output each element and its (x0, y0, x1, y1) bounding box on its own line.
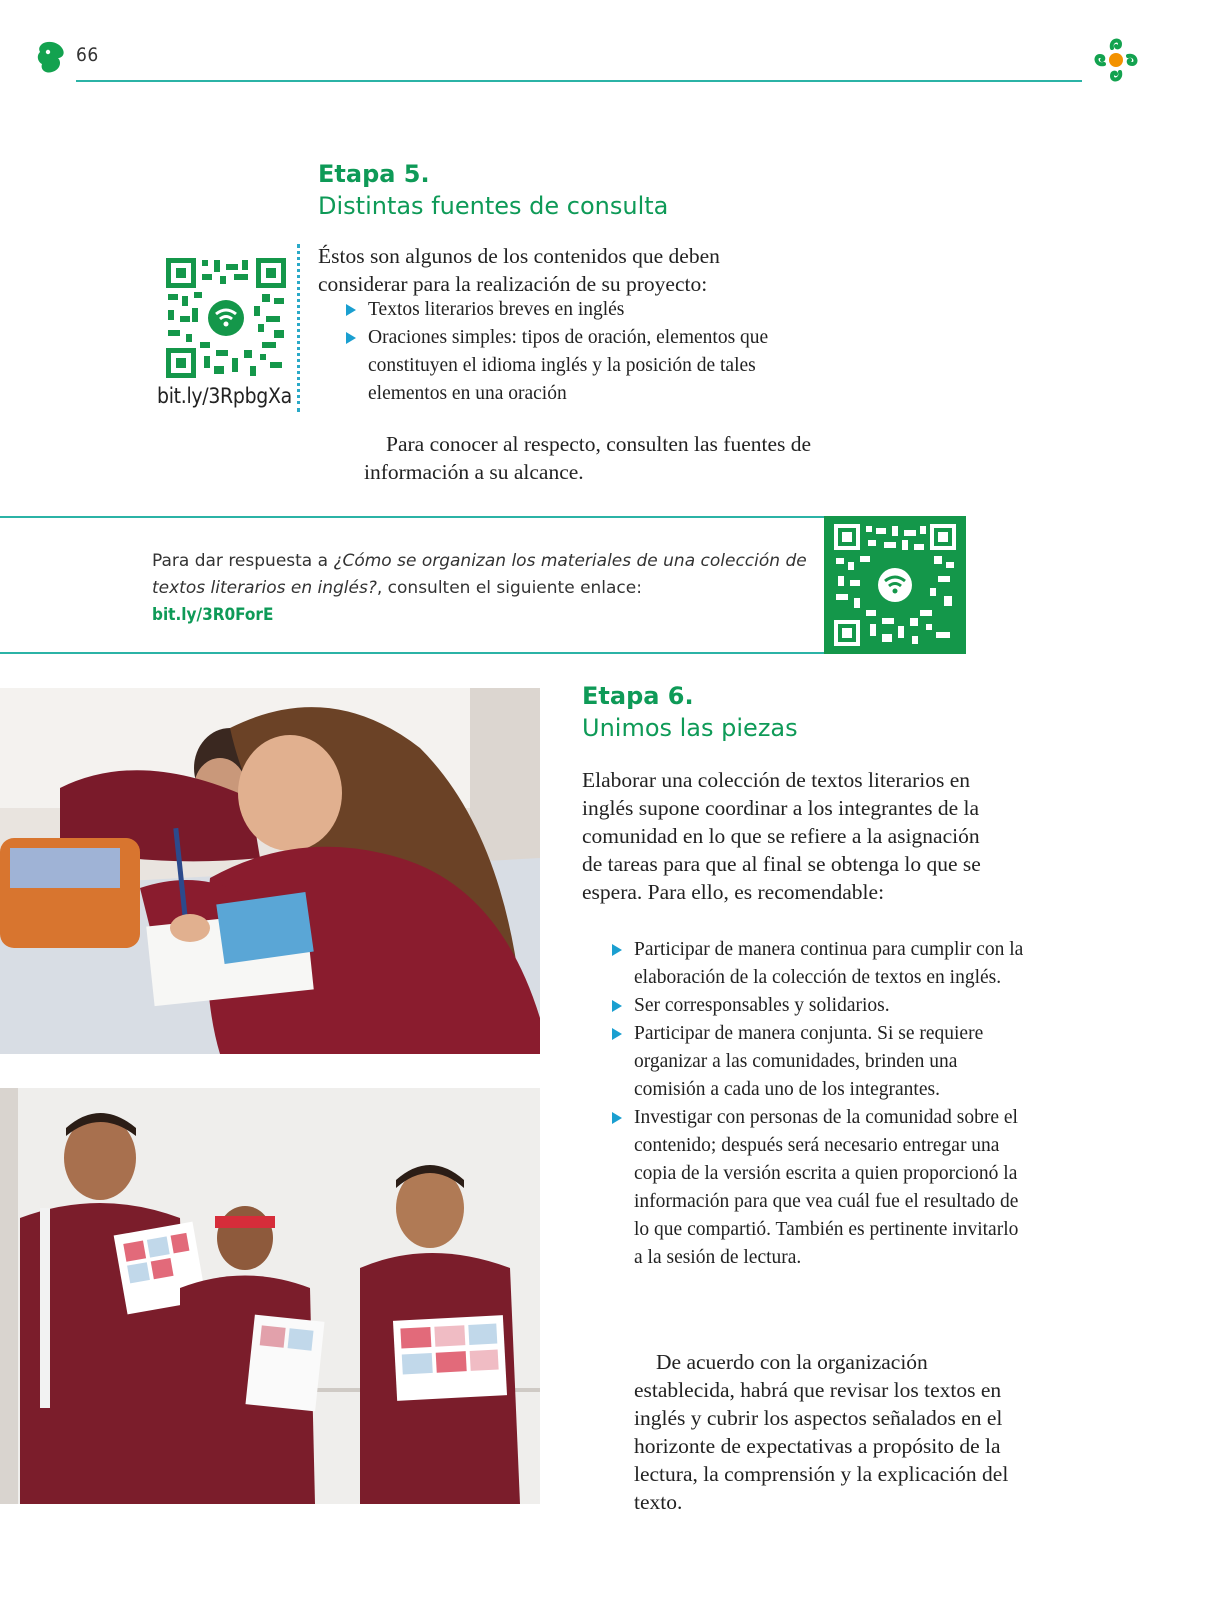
bullet-text: Participar de manera continua para cumplir con la elaboración de la colección de textos en inglés. (634, 939, 1024, 988)
list-item (610, 1020, 1030, 1104)
bullet-text: Ser corresponsables y solidarios. (634, 995, 890, 1016)
bullet-text: Oraciones simples: tipos de oración, elementos que constituyen el idioma inglés y la posición de tales elementos en una oración (368, 327, 769, 404)
resource-text-after: , consulten el siguiente enlace: (376, 578, 642, 598)
bullet-arrow-icon (612, 1028, 622, 1040)
qr-link-text[interactable]: bit.ly/3RpbgXa (157, 384, 292, 408)
bullet-arrow-icon (612, 1112, 622, 1124)
bullet-arrow-icon (612, 944, 622, 956)
bullet-arrow-icon (612, 1000, 622, 1012)
etapa5-title: Distintas fuentes de consulta (318, 192, 669, 220)
page-number: 66 (76, 44, 99, 66)
bullet-text: Textos literarios breves en inglés (368, 299, 625, 320)
list-item (344, 296, 794, 324)
list-item (610, 1104, 1030, 1272)
resource-text-before: Para dar respuesta a (152, 551, 334, 571)
etapa6-bullet-list (610, 936, 1030, 1272)
list-item (610, 936, 1030, 992)
section-logo-icon (36, 40, 66, 74)
header-rule (76, 80, 1082, 82)
bullet-arrow-icon (346, 332, 356, 344)
etapa5-heading (318, 158, 668, 222)
etapa6-title: Unimos las piezas (582, 714, 798, 742)
flower-logo-icon (1090, 34, 1142, 86)
dotted-divider (297, 244, 300, 412)
students-presenting-photo (0, 1088, 540, 1504)
etapa5-bullet-list (344, 296, 794, 408)
list-item (344, 324, 794, 408)
resource-question: ¿Cómo se organizan los materiales de una colección de textos literarios en inglés? (152, 551, 807, 598)
etapa6-paragraph: De acuerdo con la organización establecida, habrá que revisar los textos en inglés y cubrir los aspectos señalados en el horizonte de expectativas a propósito de la lectura, la comprensión y la explicación del texto. (634, 1350, 1009, 1514)
etapa6-heading (582, 680, 798, 744)
bullet-arrow-icon (346, 304, 356, 316)
etapa5-intro: Éstos son algunos de los contenidos que deben considerar para la realización de su proyecto: (318, 244, 720, 296)
resource-text (152, 548, 812, 629)
bullet-text: Participar de manera conjunta. Si se requiere organizar a las comunidades, brinden una comisión a cada uno de los integrantes. (634, 1023, 984, 1100)
resource-link[interactable]: bit.ly/3R0ForE (152, 605, 274, 625)
etapa5-label: Etapa 5. (318, 160, 430, 188)
etapa6-label: Etapa 6. (582, 682, 694, 710)
resource-box (0, 516, 966, 654)
qr-code-icon[interactable] (166, 258, 286, 378)
etapa5-paragraph: Para conocer al respecto, consulten las fuentes de información a su alcance. (364, 432, 812, 484)
students-writing-photo (0, 688, 540, 1054)
qr-panel (824, 516, 966, 654)
bullet-text: Investigar con personas de la comunidad sobre el contenido; después será necesario entregar una copia de la versión escrita a quien proporcionó la información para que vea cuál fue el resultado de lo que compartió. También es pertinente invitarlo a la sesión de lectura. (634, 1107, 1019, 1268)
qr-code-icon[interactable] (834, 524, 956, 646)
etapa6-intro: Elaborar una colección de textos literarios en inglés supone coordinar a los integrantes de la comunidad en lo que se refiere a la asignación de tareas para que al final se obtenga lo que se espera. Para ello, es recomendable: (582, 768, 981, 904)
list-item (610, 992, 1030, 1020)
